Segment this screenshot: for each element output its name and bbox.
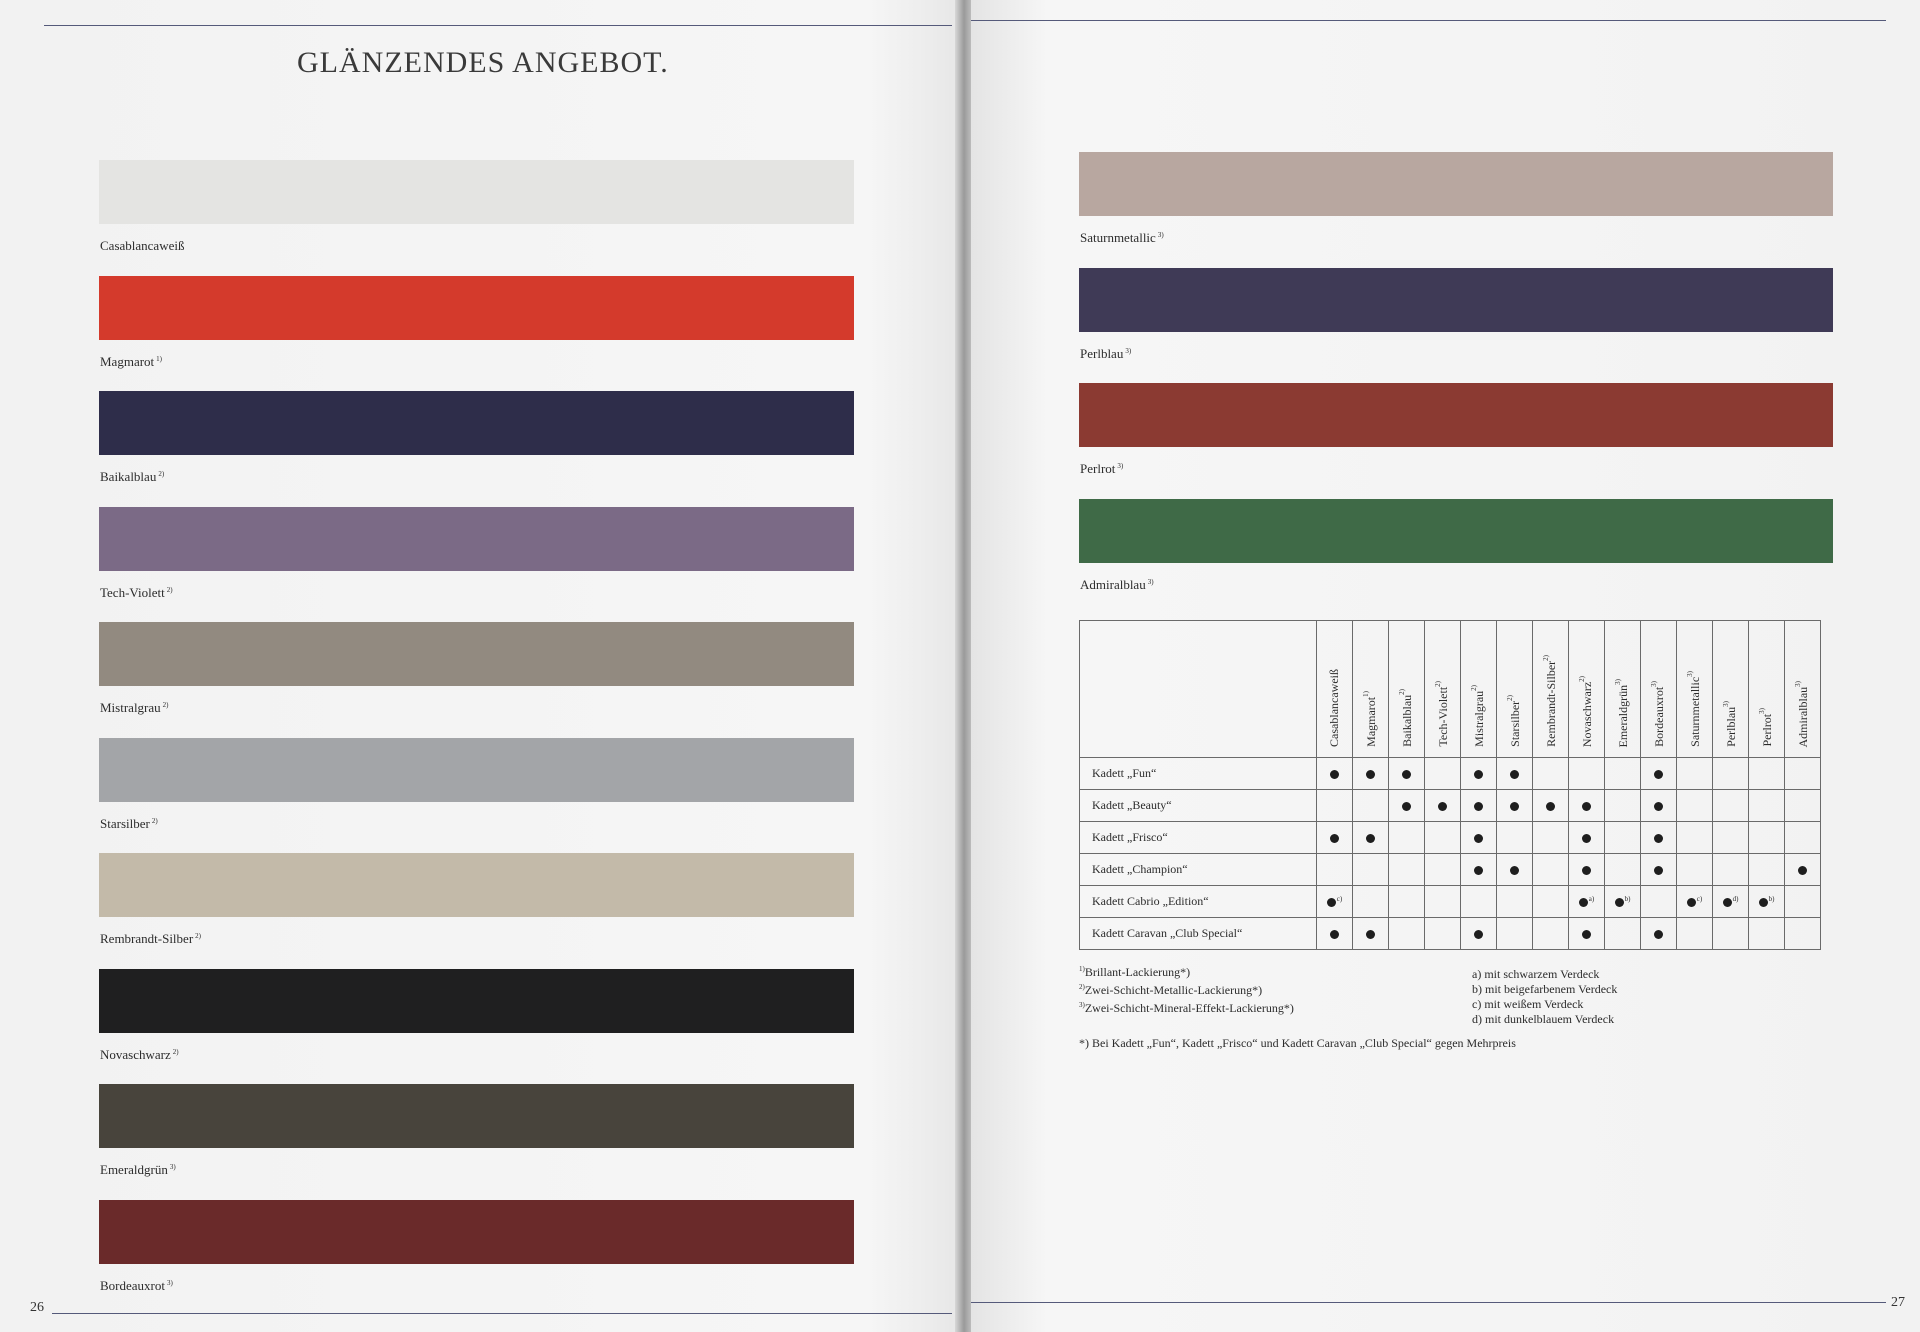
footnote-line: $^{3)}$Zwei-Schicht-Mineral-Effekt-Lackierung*) [1079, 1001, 1294, 1015]
availability-cell [1569, 918, 1605, 950]
availability-dot-icon [1366, 930, 1375, 939]
availability-cell [1641, 790, 1677, 822]
availability-cell [1425, 854, 1461, 886]
availability-cell [1713, 918, 1749, 950]
availability-dot-icon [1438, 802, 1447, 811]
availability-cell [1641, 854, 1677, 886]
availability-cell [1353, 854, 1389, 886]
availability-dot-icon [1402, 802, 1411, 811]
color-availability-table [1079, 620, 1821, 950]
footnotes [1079, 962, 1294, 1016]
availability-cell [1353, 886, 1389, 918]
swatch-label-starsilber: Starsilber $^{2)}$ [100, 815, 158, 831]
availability-cell: a) [1569, 886, 1605, 918]
availability-cell [1641, 886, 1677, 918]
availability-cell [1785, 822, 1821, 854]
availability-cell [1641, 758, 1677, 790]
swatch-label-mistralgrau: Mistralgrau $^{2)}$ [100, 700, 169, 715]
availability-cell [1461, 918, 1497, 950]
availability-cell [1461, 758, 1497, 790]
swatch-label-perlrot: Perlrot $^{3)}$ [1080, 461, 1124, 476]
availability-cell [1389, 886, 1425, 918]
availability-cell [1677, 854, 1713, 886]
availability-cell [1461, 790, 1497, 822]
swatch-emeraldgruen [99, 1084, 854, 1148]
swatch-label-saturnmetallic: Saturnmetallic $^{3)}$ [1080, 230, 1164, 245]
availability-cell [1461, 822, 1497, 854]
availability-dot-icon [1615, 898, 1624, 907]
availability-cell [1533, 854, 1569, 886]
swatch-rembrandt-silber [99, 853, 854, 917]
availability-cell [1713, 854, 1749, 886]
availability-cell: b) [1749, 886, 1785, 918]
availability-dot-icon [1330, 834, 1339, 843]
availability-cell [1569, 822, 1605, 854]
footnote-line: $^{1)}$Brillant-Lackierung*) [1079, 965, 1191, 979]
table-row [1080, 918, 1821, 950]
availability-dot-icon [1474, 834, 1483, 843]
availability-dot-icon [1330, 930, 1339, 939]
swatch-novaschwarz [99, 969, 854, 1033]
availability-cell [1605, 790, 1641, 822]
availability-cell [1713, 822, 1749, 854]
availability-dot-icon [1366, 770, 1375, 779]
model-name-cell: Kadett Caravan „Club Special“ [1080, 918, 1317, 950]
availability-cell: c) [1317, 886, 1353, 918]
table-row [1080, 822, 1821, 854]
availability-dot-icon [1654, 834, 1663, 843]
column-header-saturnmetallic: Saturnmetallic$^{3)}$ [1677, 621, 1713, 758]
availability-cell: d) [1713, 886, 1749, 918]
availability-cell [1389, 758, 1425, 790]
availability-cell [1785, 790, 1821, 822]
availability-dot-icon [1366, 834, 1375, 843]
availability-dot-icon [1687, 898, 1696, 907]
availability-cell [1569, 790, 1605, 822]
availability-cell [1533, 886, 1569, 918]
table-row [1080, 758, 1821, 790]
roof-note-line: d) mit dunkelblauem Verdeck [1472, 1012, 1615, 1026]
roof-note-line: b) mit beigefarbenem Verdeck [1472, 982, 1618, 996]
swatch-admiralblau [1079, 499, 1833, 563]
roof-notes [1472, 967, 1617, 1027]
availability-cell [1533, 918, 1569, 950]
availability-dot-icon [1582, 834, 1591, 843]
availability-cell [1533, 790, 1569, 822]
availability-cell [1389, 822, 1425, 854]
model-name-cell: Kadett „Beauty“ [1080, 790, 1317, 822]
availability-dot-icon [1510, 866, 1519, 875]
availability-cell [1425, 758, 1461, 790]
availability-cell [1533, 758, 1569, 790]
column-header-magmarot: Magmarot$^{1)}$ [1353, 621, 1389, 758]
column-header-bordeauxrot: Bordeauxrot$^{3)}$ [1641, 621, 1677, 758]
availability-cell [1641, 918, 1677, 950]
swatch-label-admiralblau: Admiralblau $^{3)}$ [1080, 576, 1154, 592]
availability-dot-icon [1546, 802, 1555, 811]
swatch-label-tech-violett: Tech-Violett $^{2)}$ [100, 584, 173, 600]
footnote-line: $^{2)}$Zwei-Schicht-Metallic-Lackierung*) [1079, 983, 1263, 997]
availability-cell [1785, 918, 1821, 950]
table-corner-cell [1080, 621, 1317, 758]
model-name-cell: Kadett „Champion“ [1080, 854, 1317, 886]
model-name-cell: Kadett „Fun“ [1080, 758, 1317, 790]
availability-dot-icon [1327, 898, 1336, 907]
availability-cell [1497, 758, 1533, 790]
table-row [1080, 790, 1821, 822]
model-name-cell: Kadett Cabrio „Edition“ [1080, 886, 1317, 918]
availability-cell [1497, 854, 1533, 886]
availability-dot-icon [1402, 770, 1411, 779]
availability-cell [1605, 822, 1641, 854]
availability-cell [1749, 822, 1785, 854]
column-header-perlrot: Perlrot$^{3)}$ [1749, 621, 1785, 758]
swatch-saturnmetallic [1079, 152, 1833, 216]
swatch-baikalblau [99, 391, 854, 455]
roof-note-line: c) mit weißem Verdeck [1472, 997, 1584, 1011]
availability-cell [1605, 918, 1641, 950]
page-number-left: 26 [30, 1300, 44, 1315]
availability-cell [1353, 918, 1389, 950]
column-header-novaschwarz: Novaschwarz$^{2)}$ [1569, 621, 1605, 758]
column-header-tech-violett: Tech-Violett$^{2)}$ [1425, 621, 1461, 758]
column-header-rembrandt-silber: Rembrandt-Silber$^{2)}$ [1533, 621, 1569, 758]
availability-cell [1677, 758, 1713, 790]
availability-dot-icon [1579, 898, 1588, 907]
availability-cell [1785, 854, 1821, 886]
swatch-label-rembrandt-silber: Rembrandt-Silber $^{2)}$ [100, 931, 201, 946]
swatch-tech-violett [99, 507, 854, 571]
availability-cell [1353, 822, 1389, 854]
availability-dot-icon [1654, 866, 1663, 875]
availability-cell: c) [1677, 886, 1713, 918]
column-header-baikalblau: Baikalblau$^{2)}$ [1389, 621, 1425, 758]
column-header-admiralblau: Admiralblau$^{3)}$ [1785, 621, 1821, 758]
availability-cell [1497, 886, 1533, 918]
top-rule [971, 20, 1886, 21]
bottom-rule [971, 1302, 1886, 1303]
availability-cell: b) [1605, 886, 1641, 918]
availability-cell [1677, 822, 1713, 854]
column-header-perlblau: Perlblau$^{3)}$ [1713, 621, 1749, 758]
availability-cell [1317, 854, 1353, 886]
swatch-label-emeraldgruen: Emeraldgrün $^{3)}$ [100, 1162, 176, 1177]
availability-dot-icon [1330, 770, 1339, 779]
column-header-emeraldgruen: Emeraldgrün$^{3)}$ [1605, 621, 1641, 758]
availability-cell [1605, 854, 1641, 886]
availability-dot-icon [1723, 898, 1732, 907]
availability-cell [1677, 918, 1713, 950]
availability-cell [1317, 790, 1353, 822]
availability-cell [1317, 822, 1353, 854]
availability-dot-icon [1654, 802, 1663, 811]
availability-dot-icon [1474, 770, 1483, 779]
availability-cell [1749, 790, 1785, 822]
availability-cell [1533, 822, 1569, 854]
availability-cell [1605, 758, 1641, 790]
availability-cell [1317, 918, 1353, 950]
availability-dot-icon [1798, 866, 1807, 875]
swatch-label-novaschwarz: Novaschwarz $^{2)}$ [100, 1046, 179, 1062]
availability-cell [1425, 886, 1461, 918]
availability-cell [1425, 790, 1461, 822]
availability-cell [1677, 790, 1713, 822]
swatch-perlblau [1079, 268, 1833, 332]
availability-cell [1785, 758, 1821, 790]
availability-dot-icon [1474, 866, 1483, 875]
roof-note-line: a) mit schwarzem Verdeck [1472, 967, 1600, 981]
availability-dot-icon [1582, 802, 1591, 811]
surcharge-note: *) Bei Kadett „Fun“, Kadett „Frisco“ und Kadett Caravan „Club Special“ gegen Mehrpreis [1079, 1036, 1516, 1050]
availability-cell [1425, 918, 1461, 950]
availability-cell [1749, 854, 1785, 886]
availability-dot-icon [1510, 770, 1519, 779]
bottom-rule [52, 1313, 952, 1314]
swatch-starsilber [99, 738, 854, 802]
availability-dot-icon [1510, 802, 1519, 811]
swatch-label-bordeauxrot: Bordeauxrot $^{3)}$ [100, 1277, 173, 1293]
availability-cell [1749, 758, 1785, 790]
availability-cell [1461, 854, 1497, 886]
availability-dot-icon [1474, 930, 1483, 939]
table-row [1080, 854, 1821, 886]
availability-cell [1497, 822, 1533, 854]
availability-cell [1749, 918, 1785, 950]
availability-cell [1785, 886, 1821, 918]
swatch-bordeauxrot [99, 1200, 854, 1264]
swatch-mistralgrau [99, 622, 854, 686]
availability-cell [1497, 790, 1533, 822]
availability-cell [1569, 758, 1605, 790]
availability-cell [1713, 758, 1749, 790]
swatch-label-magmarot: Magmarot $^{1)}$ [100, 353, 162, 369]
availability-cell [1713, 790, 1749, 822]
availability-cell [1389, 790, 1425, 822]
availability-dot-icon [1582, 866, 1591, 875]
availability-cell [1353, 790, 1389, 822]
page-number-right: 27 [1891, 1295, 1905, 1310]
top-rule [44, 25, 952, 26]
swatch-label-perlblau: Perlblau $^{3)}$ [1080, 345, 1132, 361]
availability-cell [1641, 822, 1677, 854]
swatch-perlrot [1079, 383, 1833, 447]
swatch-magmarot [99, 276, 854, 340]
availability-cell [1425, 822, 1461, 854]
table-row [1080, 886, 1821, 918]
availability-dot-icon [1582, 930, 1591, 939]
availability-cell [1569, 854, 1605, 886]
availability-dot-icon [1474, 802, 1483, 811]
availability-cell [1389, 854, 1425, 886]
availability-dot-icon [1654, 930, 1663, 939]
availability-dot-icon [1654, 770, 1663, 779]
column-header-casablancaweiss: Casablancaweiß [1317, 621, 1353, 758]
column-header-mistralgrau: Mistralgrau$^{2)}$ [1461, 621, 1497, 758]
swatch-label-baikalblau: Baikalblau $^{2)}$ [100, 469, 165, 484]
column-header-starsilber: Starsilber$^{2)}$ [1497, 621, 1533, 758]
availability-cell [1461, 886, 1497, 918]
availability-cell [1497, 918, 1533, 950]
swatch-casablancaweiss [99, 160, 854, 224]
model-name-cell: Kadett „Frisco“ [1080, 822, 1317, 854]
page-title: GLÄNZENDES ANGEBOT. [297, 46, 669, 79]
availability-cell [1389, 918, 1425, 950]
availability-dot-icon [1759, 898, 1768, 907]
swatch-label-casablancaweiss: Casablancaweiß [100, 238, 185, 253]
availability-cell [1317, 758, 1353, 790]
availability-cell [1353, 758, 1389, 790]
